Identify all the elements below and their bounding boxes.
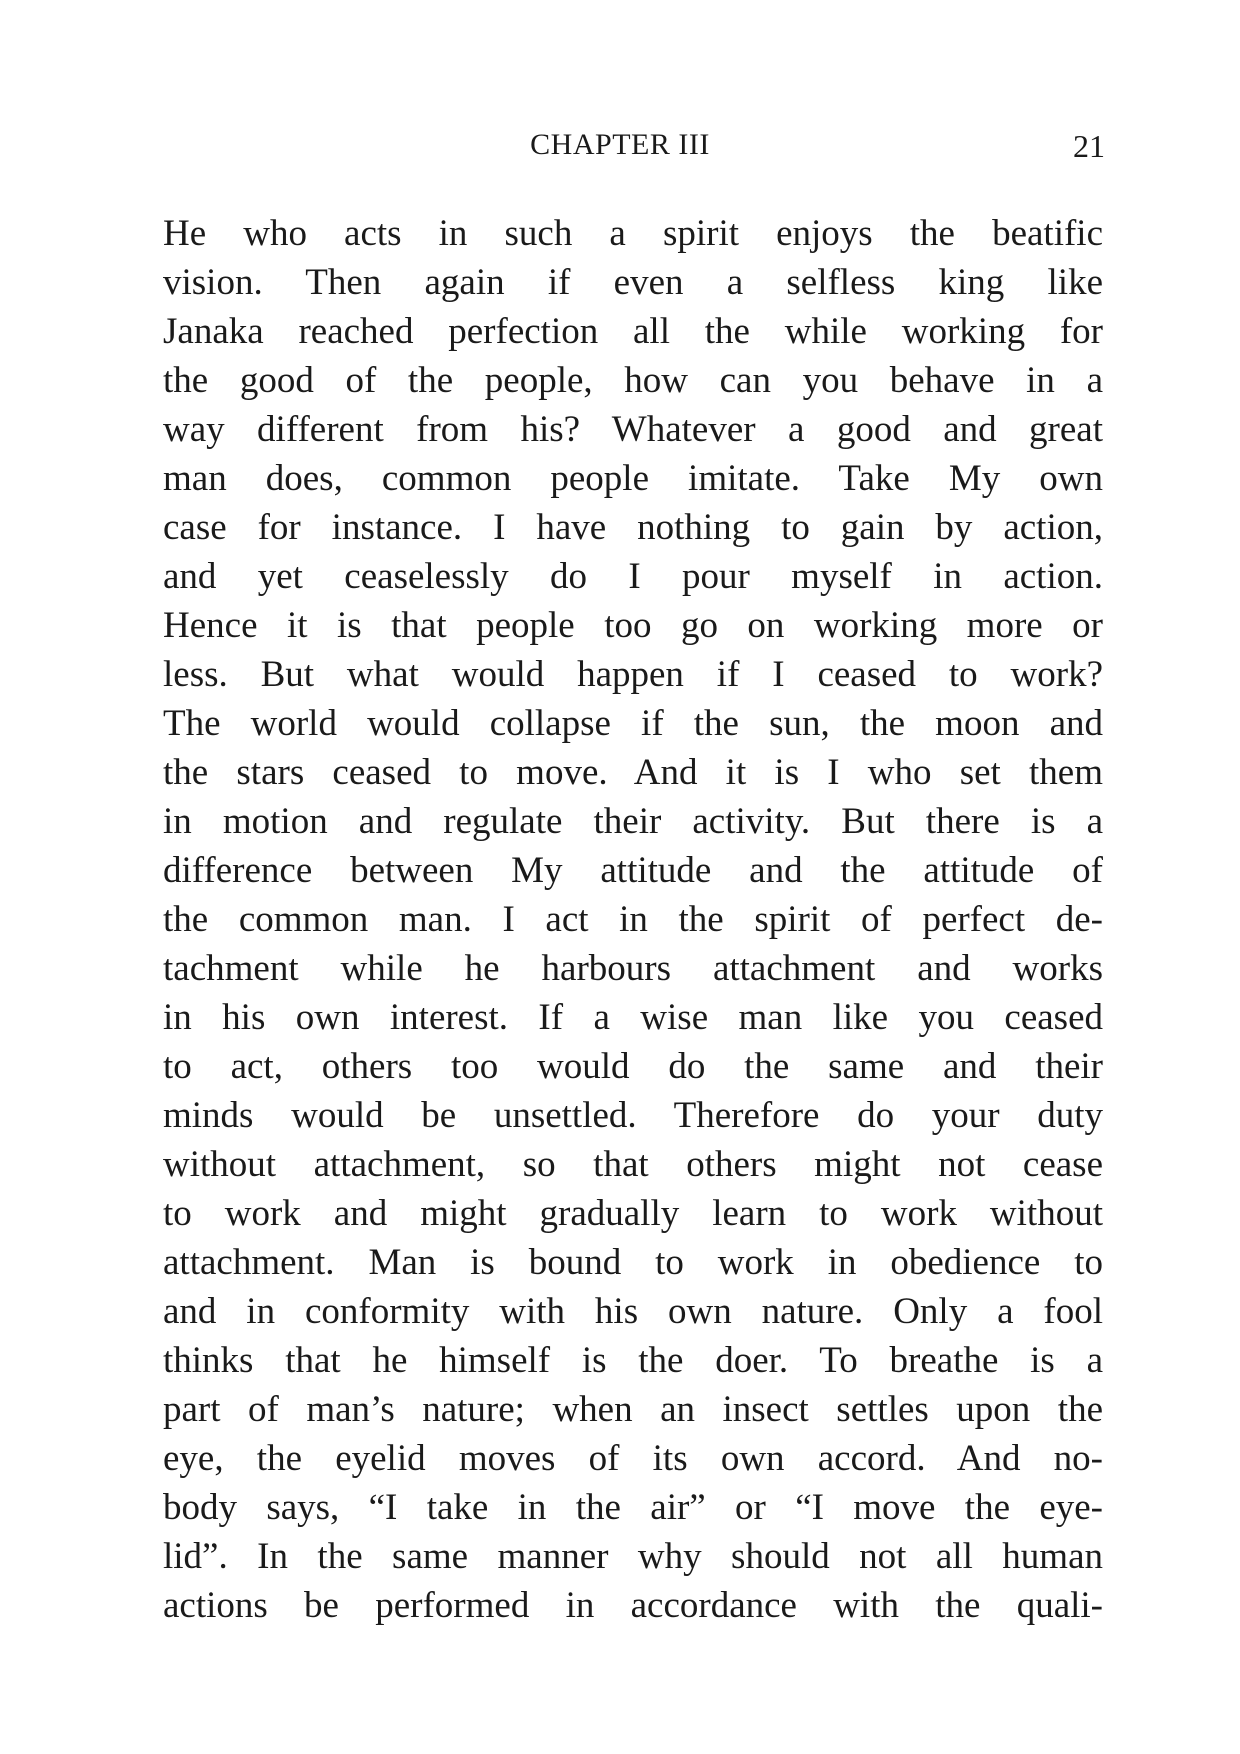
text-line: and yet ceaselessly do I pour myself in action. <box>163 556 1103 597</box>
running-head <box>0 128 1240 172</box>
text-line: to work and might gradually learn to work without <box>163 1193 1103 1234</box>
text-line: tachment while he harbours attachment and works <box>163 948 1103 989</box>
text-line: part of man’s nature; when an insect settles upon the <box>163 1389 1103 1430</box>
text-line: thinks that he himself is the doer. To breathe is a <box>163 1340 1103 1381</box>
text-line: man does, common people imitate. Take My own <box>163 458 1103 499</box>
text-line: less. But what would happen if I ceased to work? <box>163 654 1103 695</box>
text-line: in his own interest. If a wise man like you ceased <box>163 997 1103 1038</box>
text-line: the common man. I act in the spirit of perfect de- <box>163 899 1103 940</box>
text-line: eye, the eyelid moves of its own accord. And no- <box>163 1438 1103 1479</box>
text-line: Hence it is that people too go on working more or <box>163 605 1103 646</box>
text-line: difference between My attitude and the attitude of <box>163 850 1103 891</box>
text-line: attachment. Man is bound to work in obedience to <box>163 1242 1103 1283</box>
text-line: The world would collapse if the sun, the moon and <box>163 703 1103 744</box>
page-number: 21 <box>1073 128 1105 164</box>
text-line: without attachment, so that others might not cease <box>163 1144 1103 1185</box>
text-line: lid”. In the same manner why should not all human <box>163 1536 1103 1577</box>
text-line: body says, “I take in the air” or “I move the eye- <box>163 1487 1103 1528</box>
body-text <box>163 209 1103 1630</box>
text-line: in motion and regulate their activity. But there is a <box>163 801 1103 842</box>
text-line: Janaka reached perfection all the while working for <box>163 311 1103 352</box>
text-line: and in conformity with his own nature. Only a fool <box>163 1291 1103 1332</box>
text-line: way different from his? Whatever a good and great <box>163 409 1103 450</box>
text-line: to act, others too would do the same and their <box>163 1046 1103 1087</box>
text-line: the stars ceased to move. And it is I who set them <box>163 752 1103 793</box>
text-line: the good of the people, how can you behave in a <box>163 360 1103 401</box>
text-line: vision. Then again if even a selfless king like <box>163 262 1103 303</box>
text-line: minds would be unsettled. Therefore do your duty <box>163 1095 1103 1136</box>
chapter-title: CHAPTER III <box>530 128 710 161</box>
text-line: case for instance. I have nothing to gain by action, <box>163 507 1103 548</box>
text-line: He who acts in such a spirit enjoys the beatific <box>163 213 1103 254</box>
text-line: actions be performed in accordance with the quali- <box>163 1585 1103 1626</box>
